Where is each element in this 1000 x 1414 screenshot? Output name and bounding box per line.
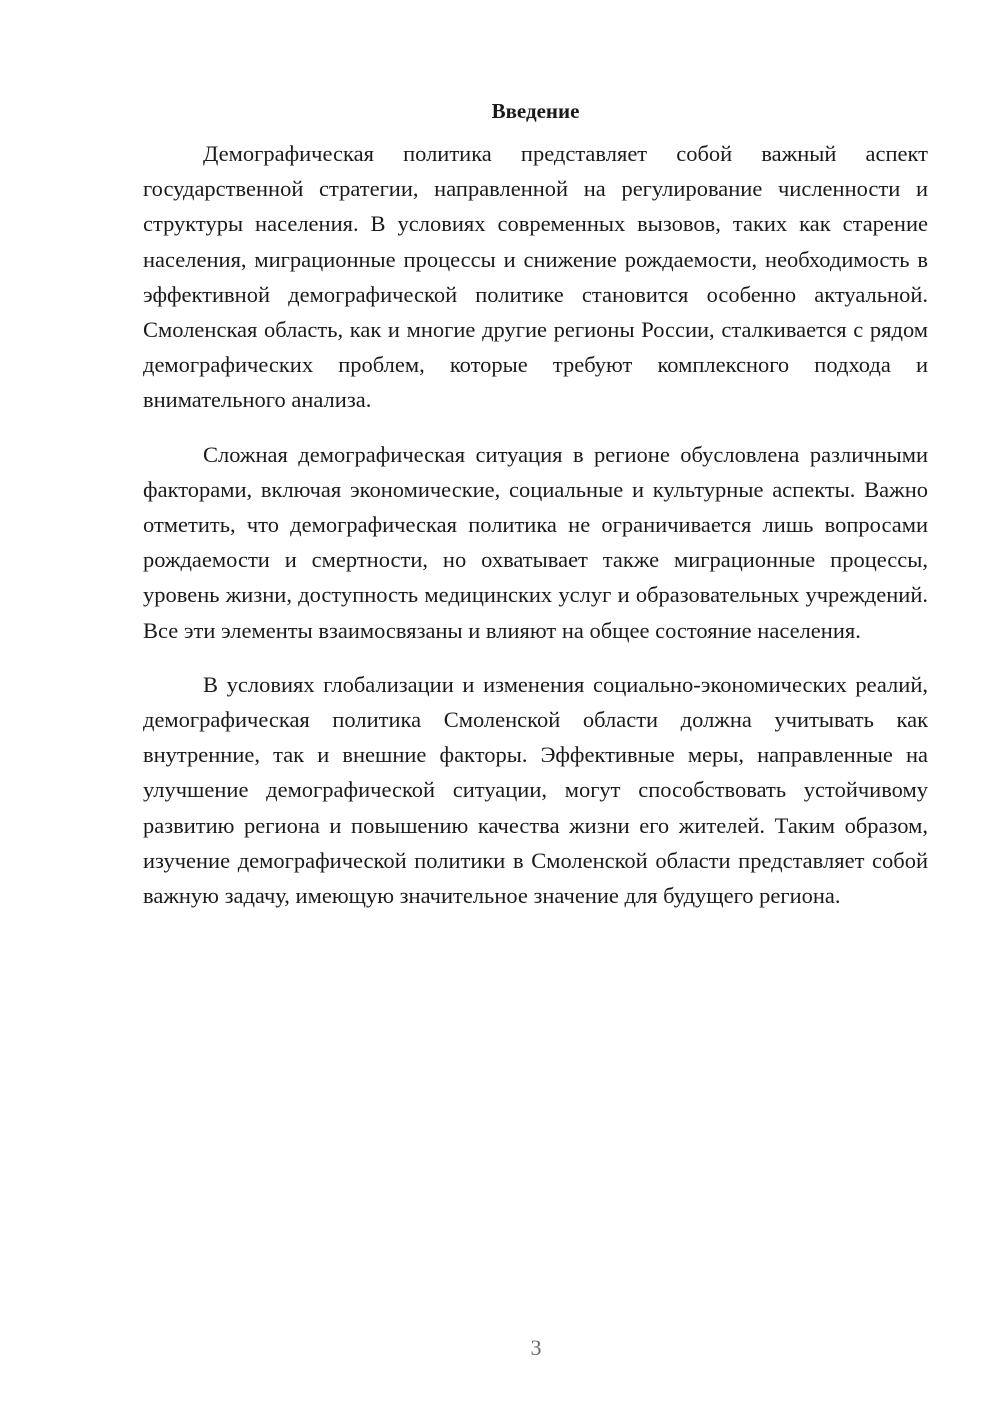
page-number: 3 <box>530 1335 542 1360</box>
paragraph-1: Демографическая политика представляет собой важный аспект государственной стратегии, направленной на регулирование численности и структуры населения. В условиях современных вызовов, таких как старение населения, миграционные процессы и снижение рождаемости, необходимость в эффективной демографической политике становится особенно актуальной. Смоленская область, как и многие другие регионы России, сталкивается с рядом демографических проблем, которые требуют комплексного подхода и внимательного анализа. <box>143 141 928 413</box>
page-content <box>143 96 928 932</box>
section-title: Введение <box>491 99 580 123</box>
paragraph-2: Сложная демографическая ситуация в регионе обусловлена различными факторами, включая экономические, социальные и культурные аспекты. Важно отметить, что демографическая политика не ограничивается лишь вопросами рождаемости и смертности, но охватывает также миграционные процессы, уровень жизни, доступность медицинских услуг и образовательных учреждений. Все эти элементы взаимосвязаны и влияют на общее состояние населения. <box>143 441 928 643</box>
paragraph-3: В условиях глобализации и изменения социально-экономических реалий, демографическая политика Смоленской области должна учитывать как внутренние, так и внешние факторы. Эффективные меры, направленные на улучшение демографической ситуации, могут способствовать устойчивому развитию региона и повышению качества жизни его жителей. Таким образом, изучение демографической политики в Смоленской области представляет собой важную задачу, имеющую значительное значение для будущего региона. <box>143 671 928 909</box>
